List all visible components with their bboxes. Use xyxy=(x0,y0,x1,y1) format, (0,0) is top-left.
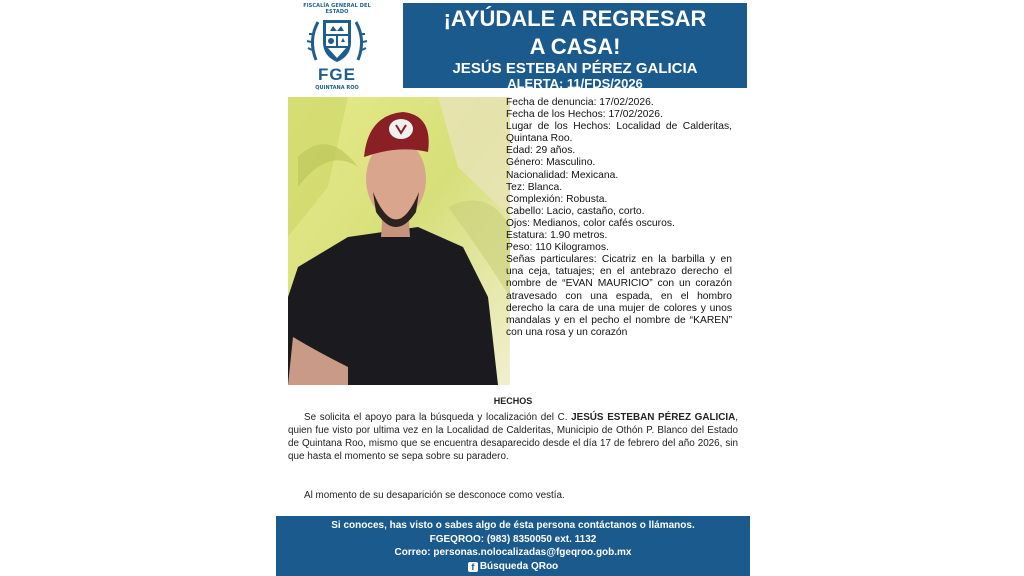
missing-person-photo xyxy=(288,97,510,385)
person-name: JESÚS ESTEBAN PÉREZ GALICIA xyxy=(452,60,698,77)
detail-skin: Tez: Blanca. xyxy=(506,181,563,193)
fge-logo xyxy=(296,3,378,93)
contact-footer xyxy=(276,516,750,576)
detail-height: Estatura: 1.90 metros. xyxy=(506,230,608,242)
hechos-title: HECHOS xyxy=(493,396,533,406)
detail-age: Edad: 29 años. xyxy=(506,145,576,157)
detail-eyes: Ojos: Medianos, color cafés oscuros. xyxy=(506,217,675,229)
state-seal-icon xyxy=(306,14,368,66)
detail-event-date: Fecha de los Hechos: 17/02/2026. xyxy=(506,109,663,121)
logo-bottom-text: QUINTANA ROO xyxy=(315,85,359,91)
detail-location: Lugar de los Hechos: Localidad de Calderitas, Quintana Roo. xyxy=(506,121,732,145)
logo-acronym: FGE xyxy=(318,65,356,84)
clothing-note: Al momento de su desaparición se desconoce como vestía. xyxy=(304,490,565,501)
missing-person-poster xyxy=(276,0,750,576)
person-details xyxy=(506,97,732,339)
header-banner xyxy=(403,3,747,91)
banner-title-line1: ¡AYÚDALE A REGRESAR xyxy=(443,6,707,31)
detail-marks: Señas particulares: Cicatriz en la barbilla y en una ceja, tatuajes; en el antebrazo derecho el nombre de “EVAN MAURICIO” con un corazón atravesado con una espada, en el hombro derecho la cara de una mujer de colores y unos mandalas y en el pecho el nombre de “KAREN” con una rosa y un corazón xyxy=(506,254,732,338)
logo-top-text: FISCALÍA GENERAL DEL ESTADO xyxy=(303,3,371,15)
detail-build: Complexión: Robusta. xyxy=(506,193,608,205)
footer-social xyxy=(276,560,750,574)
detail-weight: Peso: 110 Kilogramos. xyxy=(506,242,609,254)
detail-report-date: Fecha de denuncia: 17/02/2026. xyxy=(506,97,654,108)
detail-gender: Género: Masculino. xyxy=(506,157,596,169)
footer-email: Correo: personas.nolocalizadas@fgeqroo.gob.mx xyxy=(394,547,632,558)
hechos-text xyxy=(288,411,738,463)
footer-call-to-action: Si conoces, has visto o sabes algo de ésta persona contáctanos o llámanos. xyxy=(331,520,695,531)
facebook-icon: f xyxy=(468,562,478,572)
detail-nationality: Nacionalidad: Mexicana. xyxy=(506,169,619,181)
footer-social-label: Búsqueda QRoo xyxy=(479,560,559,572)
hechos-person-name: JESÚS ESTEBAN PÉREZ GALICIA xyxy=(571,412,736,423)
hechos-text-start: Se solicita el apoyo para la búsqueda y localización del C. xyxy=(304,412,572,423)
hechos-text-end: , quien fue visto por ultima vez en la Localidad de Calderitas, Municipio de Othón P. Blanco del Estado de Quintana Roo, mismo que se encuentra desaparecido desde el día 17 de febrero del año 2026, sin que hasta el momento se sepa sobre su paradero. xyxy=(288,412,738,462)
detail-hair: Cabello: Lacio, castaño, corto. xyxy=(506,205,645,217)
footer-phone: FGEQROO: (983) 8350050 ext. 1132 xyxy=(429,533,597,545)
banner-title-line2: A CASA! xyxy=(529,34,621,59)
alert-code: ALERTA: 11/FDS/2026 xyxy=(507,76,643,91)
